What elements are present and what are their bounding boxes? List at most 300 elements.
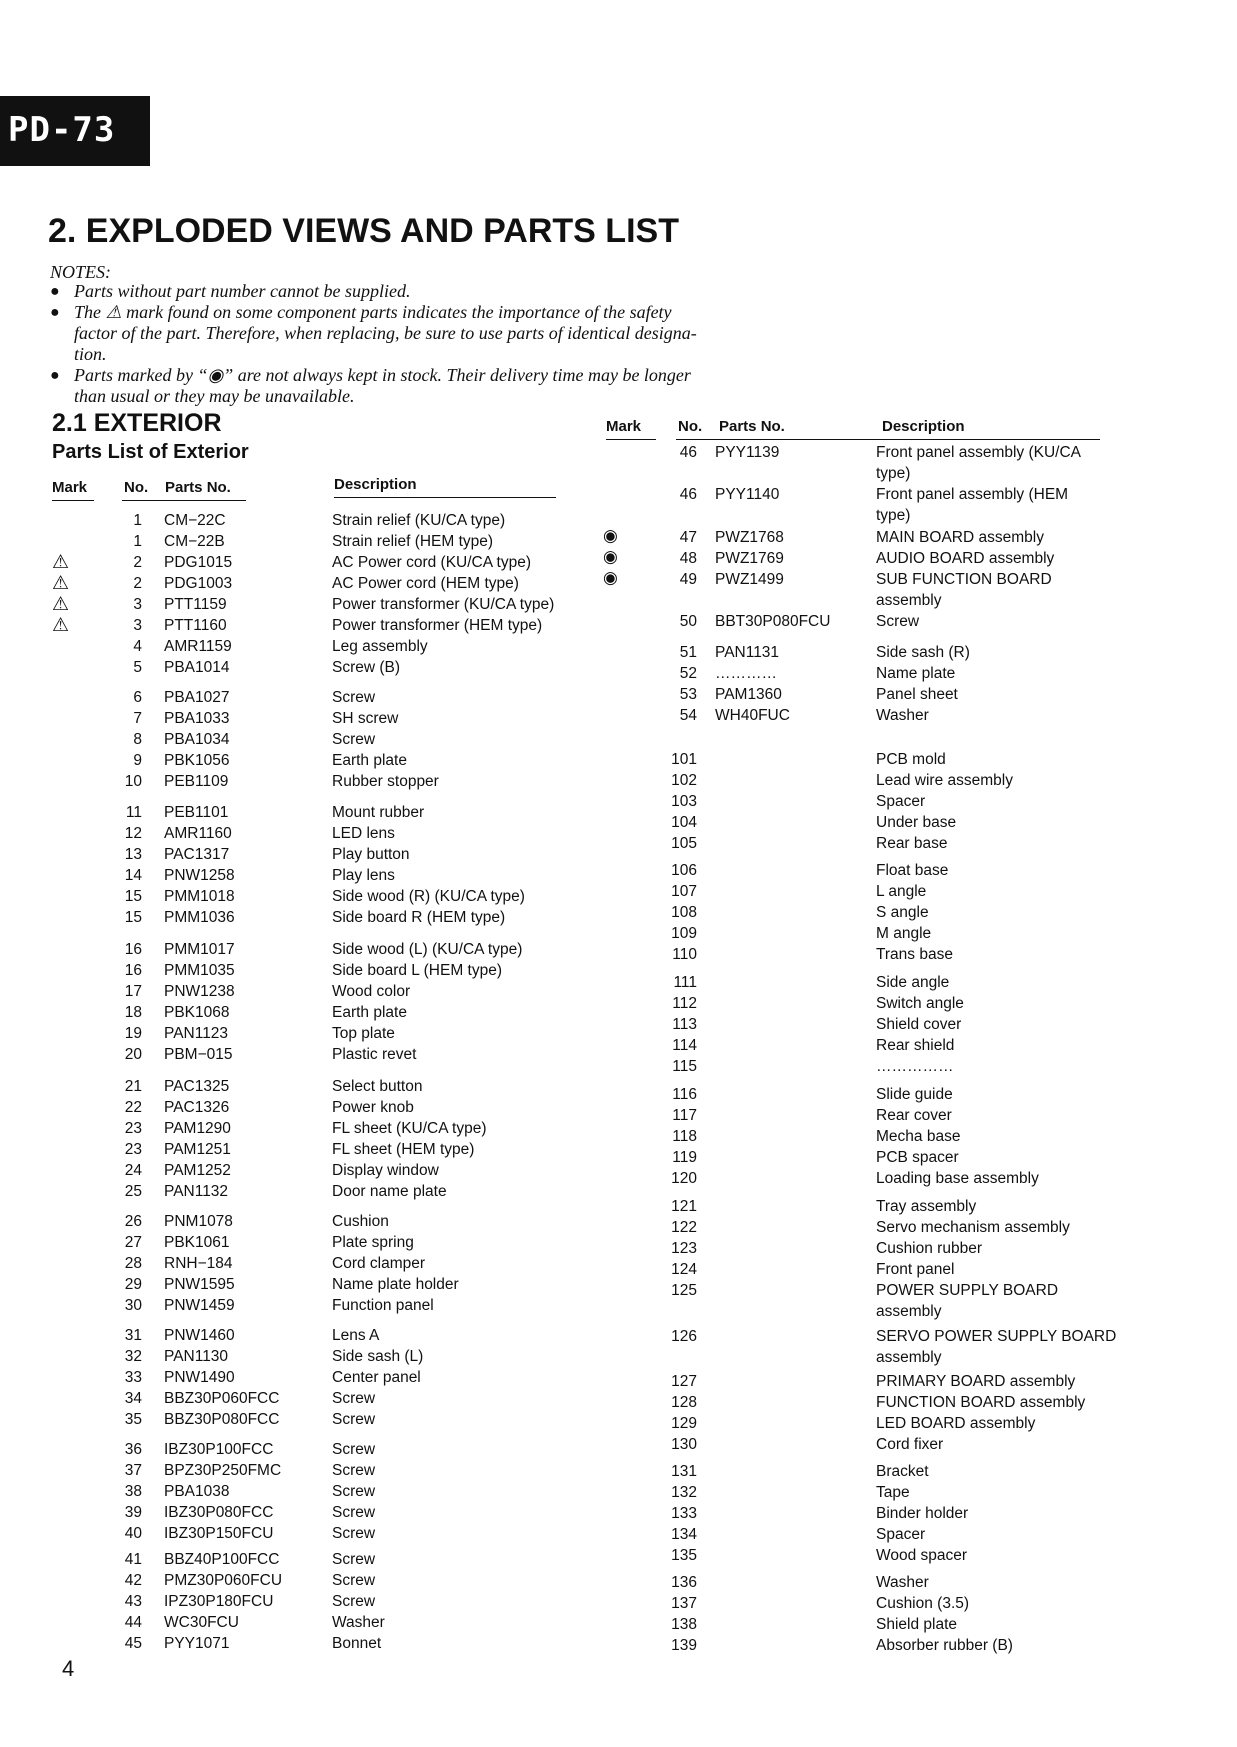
parts-no-cell: PEB1109 [164,773,229,790]
parts-no-cell: PDG1003 [164,575,233,592]
description-cell: assembly [876,1303,942,1320]
description-cell: SH screw [332,710,399,727]
stock-mark-icon: ◉ [603,526,618,545]
safety-warning-icon: ⚠ [52,573,70,594]
no-cell: 10 [124,773,142,790]
no-cell: 116 [672,1086,697,1103]
page-number: 4 [62,1656,75,1681]
parts-no-cell: WC30FCU [164,1614,239,1631]
description-cell: Bonnet [332,1635,382,1652]
subsection-title: Parts List of Exterior [52,441,249,463]
no-cell: 2 [133,575,142,592]
no-cell: 103 [671,793,697,810]
no-cell: 51 [679,644,697,661]
parts-no-cell: PDG1015 [164,554,233,571]
note-line: tion. [74,344,107,364]
no-cell: 42 [124,1572,142,1589]
parts-no-cell: BPZ30P250FMC [164,1462,282,1479]
no-cell: 18 [124,1004,142,1021]
description-cell: Select button [332,1078,423,1095]
no-cell: 5 [133,659,142,676]
description-cell: Switch angle [876,995,964,1012]
parts-no-cell: PNW1238 [164,983,235,1000]
parts-no-cell: PWZ1768 [715,529,784,546]
description-cell: Rear cover [876,1107,952,1124]
parts-no-cell: PMM1017 [164,941,235,958]
no-cell: 1 [133,512,142,529]
description-cell: Function panel [332,1297,434,1314]
parts-no-cell: PEB1101 [164,804,229,821]
parts-no-cell: PMM1018 [164,888,235,905]
parts-no-cell: PAM1251 [164,1141,231,1158]
description-cell: Tape [876,1484,910,1501]
description-cell: Strain relief (HEM type) [332,533,494,550]
parts-no-cell: PYY1071 [164,1635,230,1652]
no-cell: 131 [671,1463,697,1480]
description-cell: Washer [332,1614,385,1631]
description-cell: Side wood (L) (KU/CA type) [332,941,523,958]
description-cell: Screw [332,731,376,748]
parts-no-cell: PAN1130 [164,1348,229,1365]
description-cell: Shield plate [876,1616,958,1633]
parts-no-cell: PTT1159 [164,596,227,613]
no-cell: 20 [124,1046,142,1063]
description-cell: Front panel assembly (KU/CA [876,444,1082,461]
header-rule [334,497,556,498]
parts-no-cell: PBA1014 [164,659,230,676]
no-cell: 46 [679,444,697,461]
description-cell: Mount rubber [332,804,425,821]
description-cell: Binder holder [876,1505,969,1522]
parts-no-cell: WH40FUC [715,707,790,724]
description-cell: M angle [876,925,932,942]
description-cell: type) [876,465,911,482]
no-cell: 14 [124,867,142,884]
parts-no-cell: PBA1034 [164,731,230,748]
parts-no-cell: IBZ30P080FCC [164,1504,274,1521]
no-cell: 125 [671,1282,697,1299]
no-cell: 6 [133,689,142,706]
parts-no-cell: IBZ30P150FCU [164,1525,274,1542]
parts-no-cell: PWZ1499 [715,571,784,588]
description-cell: Screw [332,1462,376,1479]
no-cell: 50 [679,613,697,630]
description-cell: Tray assembly [876,1198,977,1215]
no-cell: 36 [124,1441,142,1458]
description-cell: Washer [876,1574,929,1591]
no-cell: 3 [133,596,142,613]
no-cell: 29 [124,1276,142,1293]
no-cell: 138 [671,1616,697,1633]
header-description: Description [334,476,417,493]
no-cell: 32 [124,1348,142,1365]
no-cell: 101 [671,751,697,768]
description-cell: Lead wire assembly [876,772,1013,789]
safety-warning-icon: ⚠ [52,594,70,615]
description-cell: Side board L (HEM type) [332,962,503,979]
no-cell: 9 [133,752,142,769]
no-cell: 48 [679,550,697,567]
description-cell: Wood color [332,983,411,1000]
no-cell: 7 [133,710,142,727]
no-cell: 52 [679,665,697,682]
parts-no-cell: PNW1459 [164,1297,235,1314]
description-cell: Play lens [332,867,395,884]
description-cell: PCB spacer [876,1149,959,1166]
description-cell: LED BOARD assembly [876,1415,1036,1432]
parts-no-cell: IPZ30P180FCU [164,1593,274,1610]
parts-no-cell: PAM1252 [164,1162,231,1179]
header-no-right: No. [678,418,703,435]
description-cell: Earth plate [332,1004,407,1021]
description-cell: Screw (B) [332,659,401,676]
page-title: 2. EXPLODED VIEWS AND PARTS LIST [48,212,679,250]
no-cell: 16 [124,962,142,979]
no-cell: 122 [671,1219,697,1236]
stock-mark-icon: ◉ [603,547,618,566]
no-cell: 15 [124,909,142,926]
parts-no-cell: PAN1131 [715,644,780,661]
description-cell: AC Power cord (KU/CA type) [332,554,531,571]
description-cell: Plate spring [332,1234,414,1251]
description-cell: Rear shield [876,1037,955,1054]
parts-no-cell: PYY1140 [715,486,780,503]
no-cell: 13 [124,846,142,863]
header-parts-no: Parts No. [165,479,231,496]
description-cell: Cord fixer [876,1436,944,1453]
no-cell: 21 [124,1078,142,1095]
note-line: Parts marked by “◉” are not always kept in stock. Their delivery time may be longer [74,365,691,385]
description-cell: Screw [332,1411,376,1428]
no-cell: 111 [673,974,697,991]
parts-no-cell: PBA1038 [164,1483,230,1500]
no-cell: 3 [133,617,142,634]
no-cell: 120 [671,1170,697,1187]
description-cell: AC Power cord (HEM type) [332,575,519,592]
description-cell: Rubber stopper [332,773,439,790]
no-cell: 118 [672,1128,697,1145]
model-label: PD-73 [8,110,116,150]
parts-no-cell: AMR1160 [164,825,232,842]
no-cell: 54 [679,707,697,724]
parts-no-cell: BBZ40P100FCC [164,1551,280,1568]
no-cell: 102 [671,772,697,789]
no-cell: 34 [124,1390,142,1407]
no-cell: 105 [671,835,697,852]
parts-no-cell: PTT1160 [164,617,227,634]
no-cell: 49 [679,571,697,588]
no-cell: 117 [672,1107,697,1124]
no-cell: 126 [671,1328,697,1345]
no-cell: 104 [671,814,697,831]
no-cell: 37 [124,1462,142,1479]
parts-no-cell: PAM1290 [164,1120,231,1137]
description-cell: Power knob [332,1099,414,1116]
no-cell: 39 [124,1504,142,1521]
no-cell: 119 [672,1149,697,1166]
parts-no-cell: PNM1078 [164,1213,233,1230]
description-cell: Plastic revet [332,1046,417,1063]
no-cell: 107 [671,883,697,900]
header-rule [122,500,246,501]
description-cell: Side sash (L) [332,1348,424,1365]
description-cell: LED lens [332,825,395,842]
no-cell: 113 [672,1016,697,1033]
description-cell: Screw [332,1593,376,1610]
description-cell: Float base [876,862,949,879]
bullet-icon: ● [50,367,60,384]
parts-no-cell: PAC1325 [164,1078,230,1095]
description-cell: MAIN BOARD assembly [876,529,1044,546]
no-cell: 135 [671,1547,697,1564]
description-cell: PRIMARY BOARD assembly [876,1373,1076,1390]
description-cell: Door name plate [332,1183,447,1200]
no-cell: 8 [133,731,142,748]
description-cell: Spacer [876,793,926,810]
description-cell: Screw [332,1551,376,1568]
no-cell: 46 [679,486,697,503]
description-cell: assembly [876,592,942,609]
description-cell: Power transformer (HEM type) [332,617,543,634]
description-cell: Screw [332,1441,376,1458]
description-cell: Mecha base [876,1128,961,1145]
parts-no-cell: PAN1132 [164,1183,229,1200]
description-cell: Wood spacer [876,1547,968,1564]
description-cell: Screw [332,689,376,706]
no-cell: 23 [124,1141,142,1158]
no-cell: 40 [124,1525,142,1542]
description-cell: Lens A [332,1327,380,1344]
description-cell: Name plate holder [332,1276,459,1293]
no-cell: 35 [124,1411,142,1428]
description-cell: Cushion (3.5) [876,1595,970,1612]
no-cell: 130 [671,1436,697,1453]
parts-no-cell: PMM1036 [164,909,235,926]
no-cell: 114 [672,1037,697,1054]
description-cell: Side board R (HEM type) [332,909,506,926]
no-cell: 26 [124,1213,142,1230]
description-cell: Power transformer (KU/CA type) [332,596,555,613]
section-title: 2.1 EXTERIOR [52,409,222,437]
parts-no-cell: PWZ1769 [715,550,784,567]
parts-no-cell: PMZ30P060FCU [164,1572,283,1589]
description-cell: assembly [876,1349,942,1366]
description-cell: Washer [876,707,929,724]
no-cell: 16 [124,941,142,958]
parts-no-cell: PAC1326 [164,1099,230,1116]
no-cell: 12 [124,825,142,842]
description-cell: Servo mechanism assembly [876,1219,1070,1236]
no-cell: 124 [671,1261,697,1278]
no-cell: 106 [671,862,697,879]
description-cell: Panel sheet [876,686,958,703]
parts-no-cell: PBK1056 [164,752,230,769]
parts-no-cell: PBK1068 [164,1004,230,1021]
parts-no-cell: BBT30P080FCU [715,613,831,630]
header-rule [676,439,1100,440]
no-cell: 2 [133,554,142,571]
note-line: Parts without part number cannot be supplied. [74,281,411,301]
no-cell: 43 [124,1593,142,1610]
no-cell: 23 [124,1120,142,1137]
no-cell: 115 [672,1058,697,1075]
no-cell: 133 [671,1505,697,1522]
no-cell: 31 [124,1327,142,1344]
no-cell: 127 [671,1373,697,1390]
description-cell: Side wood (R) (KU/CA type) [332,888,525,905]
description-cell: Strain relief (KU/CA type) [332,512,506,529]
description-cell: Screw [876,613,920,630]
no-cell: 112 [672,995,697,1012]
description-cell: Absorber rubber (B) [876,1637,1013,1654]
no-cell: 123 [671,1240,697,1257]
no-cell: 17 [124,983,142,1000]
description-cell: Play button [332,846,410,863]
parts-no-cell: PAN1123 [164,1025,229,1042]
no-cell: 53 [679,686,697,703]
description-cell: Name plate [876,665,956,682]
parts-no-cell: PNW1460 [164,1327,235,1344]
bullet-icon: ● [50,304,60,321]
no-cell: 136 [671,1574,697,1591]
parts-no-cell: PNW1595 [164,1276,235,1293]
no-cell: 15 [124,888,142,905]
description-cell: AUDIO BOARD assembly [876,550,1055,567]
no-cell: 25 [124,1183,142,1200]
description-cell: Top plate [332,1025,395,1042]
no-cell: 121 [671,1198,697,1215]
header-description-right: Description [882,418,965,435]
header-rule [606,439,656,440]
no-cell: 4 [133,638,142,655]
parts-no-cell: CM−22C [164,512,226,529]
parts-no-cell: PYY1139 [715,444,780,461]
parts-no-cell: PBM−015 [164,1046,233,1063]
parts-no-cell: AMR1159 [164,638,232,655]
no-cell: 33 [124,1369,142,1386]
description-cell: FL sheet (KU/CA type) [332,1120,487,1137]
description-cell: Center panel [332,1369,421,1386]
description-cell: S angle [876,904,929,921]
parts-no-cell: BBZ30P080FCC [164,1411,280,1428]
no-cell: 24 [124,1162,142,1179]
description-cell: Cord clamper [332,1255,426,1272]
description-cell: Spacer [876,1526,926,1543]
header-mark-right: Mark [606,418,642,435]
header-mark: Mark [52,479,88,496]
bullet-icon: ● [50,283,60,300]
model-tab [0,96,150,166]
description-cell: Earth plate [332,752,407,769]
no-cell: 47 [679,529,697,546]
no-cell: 1 [133,533,142,550]
no-cell: 28 [124,1255,142,1272]
no-cell: 22 [124,1099,142,1116]
description-cell: Side angle [876,974,950,991]
parts-no-cell: CM−22B [164,533,225,550]
parts-no-cell: PNW1490 [164,1369,235,1386]
description-cell: Under base [876,814,957,831]
no-cell: 19 [124,1025,142,1042]
no-cell: 137 [671,1595,697,1612]
description-cell: SUB FUNCTION BOARD [876,571,1052,588]
description-cell: Front panel [876,1261,955,1278]
no-cell: 30 [124,1297,142,1314]
parts-no-cell: PBA1033 [164,710,230,727]
description-cell: FL sheet (HEM type) [332,1141,475,1158]
no-cell: 38 [124,1483,142,1500]
description-cell: Front panel assembly (HEM [876,486,1069,503]
parts-no-cell: PMM1035 [164,962,235,979]
description-cell: Rear base [876,835,948,852]
description-cell: Screw [332,1504,376,1521]
description-cell: …………… [876,1058,954,1075]
no-cell: 110 [672,946,697,963]
parts-no-cell: PNW1258 [164,867,235,884]
parts-no-cell: PBK1061 [164,1234,230,1251]
no-cell: 139 [671,1637,697,1654]
parts-no-cell: PAC1317 [164,846,230,863]
description-cell: Screw [332,1483,376,1500]
parts-no-cell: PAM1360 [715,686,782,703]
description-cell: Bracket [876,1463,929,1480]
parts-no-cell: IBZ30P100FCC [164,1441,274,1458]
description-cell: Cushion rubber [876,1240,982,1257]
header-parts-no-right: Parts No. [719,418,785,435]
description-cell: Slide guide [876,1086,953,1103]
no-cell: 134 [671,1526,697,1543]
description-cell: Display window [332,1162,439,1179]
description-cell: Trans base [876,946,953,963]
no-cell: 45 [124,1635,142,1652]
header-no: No. [124,479,149,496]
description-cell: Screw [332,1390,376,1407]
no-cell: 108 [671,904,697,921]
parts-no-cell: PBA1027 [164,689,230,706]
description-cell: SERVO POWER SUPPLY BOARD [876,1328,1117,1345]
no-cell: 11 [125,804,142,821]
no-cell: 129 [671,1415,697,1432]
description-cell: Leg assembly [332,638,428,655]
description-cell: POWER SUPPLY BOARD [876,1282,1059,1299]
description-cell: Screw [332,1525,376,1542]
description-cell: type) [876,507,911,524]
parts-no-cell: BBZ30P060FCC [164,1390,280,1407]
description-cell: Side sash (R) [876,644,970,661]
no-cell: 27 [124,1234,142,1251]
parts-no-cell: ………… [715,665,777,682]
description-cell: Screw [332,1572,376,1589]
description-cell: Shield cover [876,1016,962,1033]
stock-mark-icon: ◉ [603,568,618,587]
description-cell: Cushion [332,1213,389,1230]
safety-warning-icon: ⚠ [52,615,70,636]
no-cell: 128 [671,1394,697,1411]
description-cell: FUNCTION BOARD assembly [876,1394,1086,1411]
header-rule [52,500,94,501]
note-line: factor of the part. Therefore, when replacing, be sure to use parts of identical designa- [74,323,697,343]
description-cell: L angle [876,883,927,900]
no-cell: 109 [671,925,697,942]
description-cell: Loading base assembly [876,1170,1039,1187]
note-line: The ⚠ mark found on some component parts indicates the importance of the safety [74,302,672,322]
safety-warning-icon: ⚠ [52,552,70,573]
no-cell: 44 [124,1614,142,1631]
description-cell: PCB mold [876,751,946,768]
notes-heading: NOTES: [50,262,112,282]
parts-no-cell: RNH−184 [164,1255,233,1272]
note-line: than usual or they may be unavailable. [74,386,355,406]
